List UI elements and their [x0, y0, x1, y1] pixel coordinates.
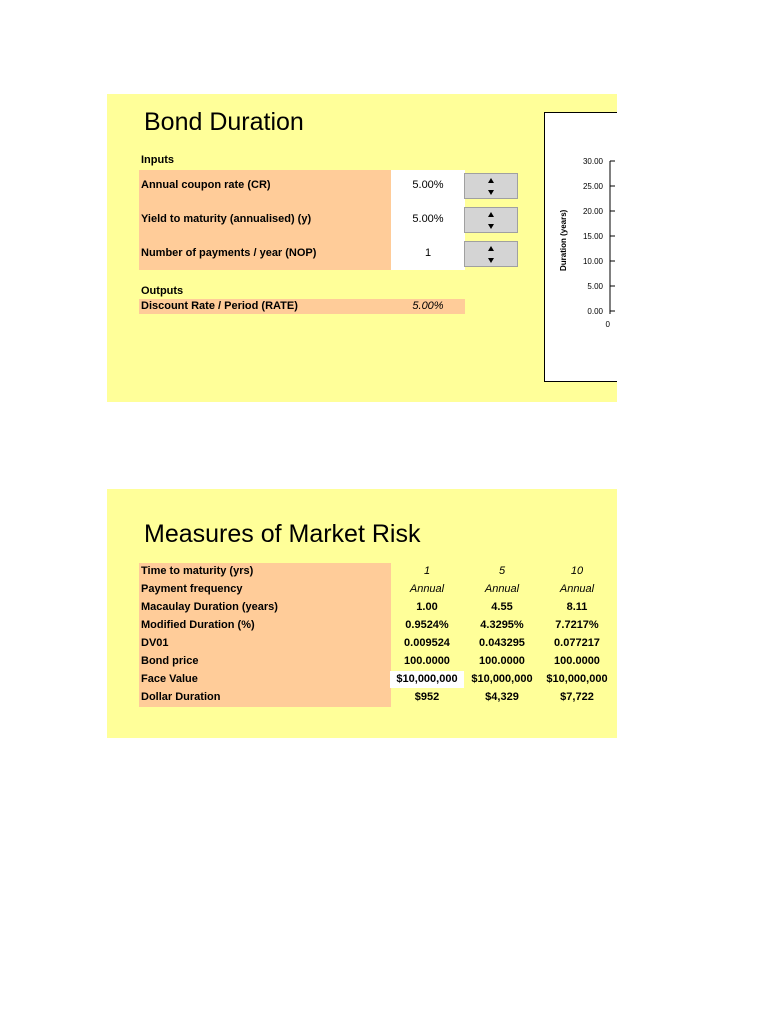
bond-duration-title: Bond Duration	[144, 108, 304, 136]
market-risk-title: Measures of Market Risk	[144, 520, 421, 548]
risk-row-label: Dollar Duration	[141, 691, 221, 703]
risk-cell: 0.009524	[404, 637, 450, 649]
risk-cell: $10,000,000	[546, 673, 608, 685]
duration-chart	[544, 112, 617, 382]
y-tick: 20.00	[582, 207, 603, 216]
risk-row-label: Modified Duration (%)	[141, 619, 255, 631]
risk-row-label: Bond price	[141, 655, 199, 667]
risk-cell: $7,722	[560, 691, 594, 703]
risk-cell: $10,000,000	[471, 673, 533, 685]
increment-arrow-icon[interactable]	[465, 242, 517, 254]
nop-spinner[interactable]	[464, 241, 518, 267]
market-risk-panel	[107, 489, 617, 738]
inputs-heading: Inputs	[141, 154, 174, 166]
risk-row-label: Macaulay Duration (years)	[141, 601, 278, 613]
input-label-coupon-rate: Annual coupon rate (CR)	[141, 179, 271, 191]
y-tick: 5.00	[587, 282, 603, 291]
outputs-heading: Outputs	[141, 285, 184, 297]
risk-cell: Annual	[409, 583, 445, 595]
risk-cell: $4,329	[485, 691, 519, 703]
risk-cell: 10	[570, 565, 584, 577]
input-coupon-rate[interactable]: 5.00%	[412, 179, 444, 191]
risk-cell: 8.11	[566, 601, 588, 613]
risk-cell: 0.043295	[479, 637, 525, 649]
ytm-spinner[interactable]	[464, 207, 518, 233]
increment-arrow-icon[interactable]	[465, 174, 517, 186]
decrement-arrow-icon[interactable]	[465, 186, 517, 198]
chart-y-axis-label: Duration (years)	[559, 209, 568, 271]
risk-cell: 5	[498, 565, 506, 577]
coupon-rate-spinner[interactable]	[464, 173, 518, 199]
risk-row-label: Time to maturity (yrs)	[141, 565, 254, 577]
output-rate: 5.00%	[412, 300, 444, 312]
y-tick: 15.00	[582, 232, 603, 241]
y-tick: 30.00	[582, 157, 603, 166]
input-ytm[interactable]: 5.00%	[412, 213, 444, 225]
risk-cell: 4.55	[491, 601, 513, 613]
risk-cell: 100.0000	[554, 655, 600, 667]
risk-row-label: Face Value	[141, 673, 198, 685]
input-label-ytm: Yield to maturity (annualised) (y)	[141, 213, 312, 225]
risk-cell: 0.077217	[554, 637, 600, 649]
risk-cell: 0.9524%	[405, 619, 449, 631]
risk-cell: 7.7217%	[555, 619, 599, 631]
risk-cell: 1	[423, 565, 431, 577]
risk-cell[interactable]: $10,000,000	[390, 671, 464, 688]
risk-row-label: Payment frequency	[141, 583, 243, 595]
risk-row-label: DV01	[141, 637, 169, 649]
decrement-arrow-icon[interactable]	[465, 220, 517, 232]
y-tick: 0.00	[587, 307, 603, 316]
bond-duration-panel	[107, 94, 617, 402]
x-tick: 0	[605, 320, 610, 329]
chart-y-axis	[605, 158, 617, 323]
risk-cell: 100.0000	[479, 655, 525, 667]
risk-cell: Annual	[484, 583, 520, 595]
risk-cell: Annual	[559, 583, 595, 595]
increment-arrow-icon[interactable]	[465, 208, 517, 220]
risk-cell: 4.3295%	[480, 619, 524, 631]
risk-cell: $952	[414, 691, 440, 703]
input-label-nop: Number of payments / year (NOP)	[141, 247, 317, 259]
input-nop[interactable]: 1	[424, 247, 432, 259]
decrement-arrow-icon[interactable]	[465, 254, 517, 266]
risk-cell: 100.0000	[404, 655, 450, 667]
risk-cell: 1.00	[416, 601, 438, 613]
y-tick: 25.00	[582, 182, 603, 191]
output-label-rate: Discount Rate / Period (RATE)	[141, 300, 298, 312]
y-tick: 10.00	[582, 257, 603, 266]
